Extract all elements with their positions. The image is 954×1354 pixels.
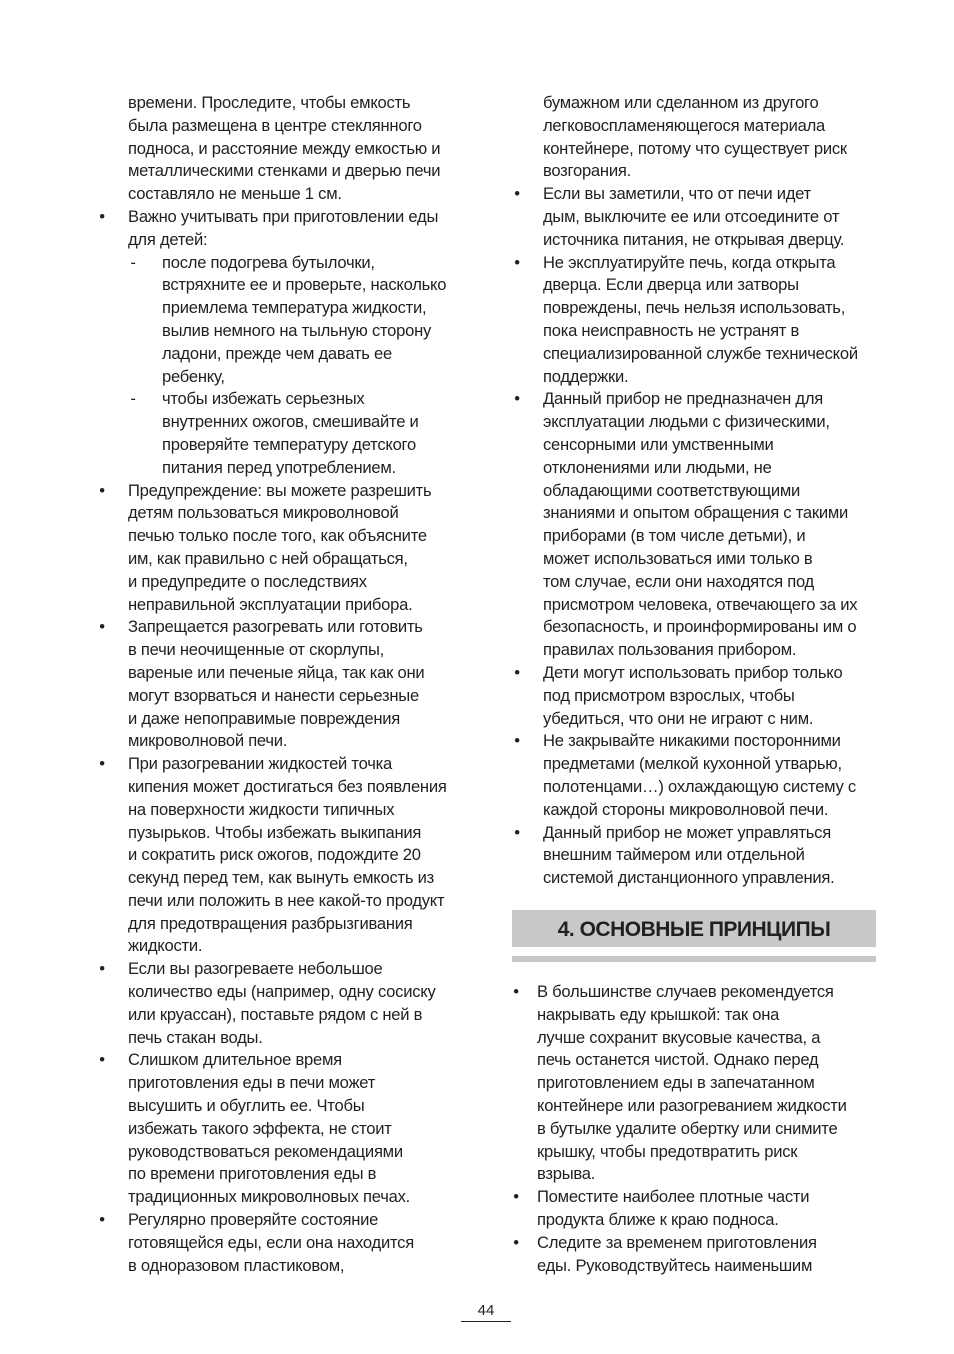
text-line: Слишком длительное время: [128, 1050, 342, 1070]
bullet-mark: •: [514, 252, 520, 272]
bullet-mark: •: [514, 389, 520, 409]
text-line: металлическими стенками и дверью печи: [128, 161, 441, 181]
text-line: кипения может достигаться без появления: [128, 776, 447, 796]
text-line: чтобы избежать серьезных: [162, 389, 365, 409]
text-line: дверца. Если дверца или затворы: [543, 275, 799, 295]
text-line: неправильной эксплуатации прибора.: [128, 594, 413, 614]
text-line: Не эксплуатируйте печь, когда открыта: [543, 252, 836, 272]
text-line: эксплуатации людьми с физическими,: [543, 412, 830, 432]
bullet-text: [543, 388, 876, 662]
bullet-small-quantity: [95, 958, 467, 1049]
bullet-text: [128, 1049, 467, 1209]
text-line: В большинстве случаев рекомендуется: [537, 982, 834, 1001]
text-line: для предотвращения разбрызгивания: [128, 913, 413, 933]
bullet-text: [128, 480, 467, 617]
text-line: полотенцами…) охлаждающую систему с: [543, 776, 856, 796]
text-line: под присмотром взрослых, чтобы: [543, 685, 795, 705]
text-line: по времени приготовления еды в: [128, 1164, 377, 1184]
bullet-mark: •: [514, 662, 520, 682]
text-line: взрыва.: [537, 1164, 596, 1184]
text-line: повреждены, печь нельзя использовать,: [543, 298, 846, 318]
sub-item-bottle: [95, 252, 467, 389]
text-line: обладающими соответствующими: [543, 480, 801, 500]
bullet-text: [128, 206, 467, 252]
bullet-eggs: [95, 616, 467, 753]
text-line: приемлема температура жидкости,: [162, 298, 427, 318]
sub-item-burns: [95, 388, 467, 479]
text-line: том случае, если они находятся под: [543, 571, 814, 591]
bullet-timer: [510, 822, 876, 890]
text-line: в одноразовом пластиковом,: [128, 1255, 345, 1275]
text-line: готовящейся еды, если она находится: [128, 1232, 414, 1252]
right-intro-paragraph: [510, 92, 876, 183]
text-line: проверяйте температуру детского: [162, 434, 416, 454]
text-line: детям пользоваться микроволновой: [128, 503, 399, 523]
text-line: в бутылке удалите обертку или снимите: [537, 1118, 838, 1138]
text-line: бумажном или сделанном из другого: [543, 93, 819, 112]
bullet-door: [510, 252, 876, 389]
text-line: может использоваться ими только в: [543, 548, 813, 568]
text-line: контейнере, потому что существует риск: [543, 138, 847, 158]
text-line: отклонениями или людьми, не: [543, 457, 772, 477]
text-line: печи или положить в нее какой-то продукт: [128, 890, 445, 910]
text-line: присмотром человека, отвечающего за их: [543, 594, 858, 614]
bullet-text: [543, 662, 876, 730]
text-line: предметами (мелкой кухонной утварью,: [543, 754, 842, 774]
text-line: и даже непоправимые повреждения: [128, 708, 401, 728]
text-line: возгорания.: [543, 161, 631, 181]
text-line: вареные или печеные яйца, так как они: [128, 662, 425, 682]
bullet-text: [128, 753, 467, 958]
text-line: Данный прибор не предназначен для: [543, 389, 824, 409]
text-line: Следите за временем приготовления: [537, 1232, 817, 1252]
text-line: количество еды (например, одну сосиску: [128, 982, 436, 1002]
bullet-kids: [510, 662, 876, 730]
text-line: правилах пользования прибором.: [543, 640, 797, 660]
text-line: накрывать еду крышкой: так она: [537, 1004, 780, 1024]
text-line: подноса, и расстояние между емкостью и: [128, 138, 441, 158]
text-line: на поверхности жидкости типичных: [128, 799, 395, 819]
text-line: приготовлением еды в запечатанном: [537, 1073, 815, 1093]
text-line: и сократить риск ожогов, подождите 20: [128, 845, 421, 865]
text-line: вылив немного на тыльную сторону: [162, 320, 432, 340]
bullet-text: [543, 183, 876, 251]
bullet-mark: •: [99, 480, 105, 500]
page-number-rule: [461, 1321, 511, 1322]
bullet-warning: [95, 480, 467, 617]
text-line: была размещена в центре стеклянного: [128, 115, 422, 135]
bullet-check-food: [95, 1209, 467, 1277]
text-line: печь останется чистой. Однако перед: [537, 1050, 819, 1070]
text-line: поддержки.: [543, 366, 629, 386]
text-line: руководствоваться рекомендациями: [128, 1141, 403, 1161]
text-line: Поместите наиболее плотные части: [537, 1187, 810, 1207]
left-intro-paragraph: [95, 92, 467, 206]
text-line: каждой стороны микроволновой печи.: [543, 799, 829, 819]
text-line: ладони, прежде чем давать ее: [162, 343, 392, 363]
text-line: лучше сохранит вкусовые качества, а: [537, 1027, 821, 1047]
bullet-text: [128, 958, 467, 1049]
bullet-mark: •: [99, 1050, 105, 1070]
bullet-text: [537, 1186, 876, 1232]
text-line: им, как правильно с ней обращаться,: [128, 548, 408, 568]
text-line: контейнере или разогреванием жидкости: [537, 1095, 847, 1115]
bullet-text: [537, 981, 876, 1186]
dash-mark: -: [130, 389, 136, 409]
section-content: [510, 981, 876, 1277]
text-line: Если вы заметили, что от печи идет: [543, 184, 811, 204]
bullet-text: [543, 252, 876, 389]
text-line: Предупреждение: вы можете разрешить: [128, 480, 432, 500]
text-line: убедиться, что они не играют с ним.: [543, 708, 814, 728]
text-line: питания перед употреблением.: [162, 457, 396, 477]
bullet-smoke: [510, 183, 876, 251]
text-line: секунд перед тем, как вынуть емкость из: [128, 868, 434, 888]
section-divider: [512, 956, 876, 962]
text-line: составляло не меньше 1 см.: [128, 184, 342, 204]
bullet-liquids: [95, 753, 467, 958]
bullet-lid: [510, 981, 876, 1186]
bullet-text: [537, 1232, 876, 1278]
text-line: ребенку,: [162, 366, 225, 386]
text-line: При разогревании жидкостей точка: [128, 754, 392, 774]
text-line: Регулярно проверяйте состояние: [128, 1210, 379, 1230]
bullet-mark: •: [513, 982, 519, 1001]
bullet-dense-parts: [510, 1186, 876, 1232]
text-line: для детей:: [128, 229, 208, 249]
text-line: в печи неочищенные от скорлупы,: [128, 640, 385, 660]
text-line: Данный прибор не может управляться: [543, 822, 831, 842]
bullet-mark: •: [99, 1210, 105, 1230]
bullet-children: [95, 206, 467, 252]
text-line: крышку, чтобы предотвратить риск: [537, 1141, 798, 1161]
bullet-text: [543, 822, 876, 890]
left-column: [95, 92, 467, 1277]
text-line: традиционных микроволновых печах.: [128, 1187, 410, 1207]
text-line: знаниями и опытом обращения с такими: [543, 503, 849, 523]
text-line: пока неисправность не устранят в: [543, 320, 800, 340]
text-line: пузырьков. Чтобы избежать выкипания: [128, 822, 422, 842]
bullet-mark: •: [99, 206, 105, 226]
text-line: печь стакан воды.: [128, 1027, 263, 1047]
text-line: времени. Проследите, чтобы емкость: [128, 93, 411, 112]
text-line: высушить и обуглить ее. Чтобы: [128, 1096, 365, 1116]
text-line: микроволновой печи.: [128, 731, 288, 751]
text-line: после подогрева бутылочки,: [162, 252, 375, 272]
bullet-watch-time: [510, 1232, 876, 1278]
text-line: Важно учитывать при приготовлении еды: [128, 206, 439, 226]
text-line: сенсорными или умственными: [543, 434, 774, 454]
bullet-mark: •: [99, 617, 105, 637]
bullet-cover: [510, 730, 876, 821]
bullet-mark: •: [99, 959, 105, 979]
text-line: печью только после того, как объясните: [128, 526, 427, 546]
text-line: приборами (в том числе детьми), и: [543, 526, 806, 546]
section-title: 4. ОСНОВНЫЕ ПРИНЦИПЫ: [557, 918, 831, 941]
dash-mark: -: [130, 252, 136, 272]
bullet-mark: •: [514, 184, 520, 204]
bullet-mark: •: [513, 1232, 519, 1252]
text-line: и предупредите о последствиях: [128, 571, 367, 591]
text-line: Дети могут использовать прибор только: [543, 662, 843, 682]
bullet-text: [128, 1209, 467, 1277]
bullet-mark: •: [514, 731, 520, 751]
text-line: встряхните ее и проверьте, насколько: [162, 275, 447, 295]
text-line: избежать такого эффекта, не стоит: [128, 1118, 392, 1138]
text-line: дым, выключите ее или отсоедините от: [543, 206, 840, 226]
text-line: продукта ближе к краю подноса.: [537, 1209, 779, 1229]
text-line: Не закрывайте никакими посторонними: [543, 731, 841, 751]
text-line: приготовления еды в печи может: [128, 1073, 376, 1093]
text-line: Запрещается разогревать или готовить: [128, 617, 423, 637]
bullet-persons: [510, 388, 876, 662]
sub-item-text: [162, 252, 467, 389]
bullet-text: [543, 730, 876, 821]
text-line: жидкости.: [128, 936, 203, 956]
right-column: [510, 92, 876, 890]
text-line: еды. Руководствуйтесь наименьшим: [537, 1255, 813, 1275]
bullet-text: [128, 616, 467, 753]
text-line: внешним таймером или отдельной: [543, 845, 805, 865]
text-line: системой дистанционного управления.: [543, 868, 835, 888]
text-line: легковоспламеняющегося материала: [543, 115, 825, 135]
text-line: могут взорваться и нанести серьезные: [128, 685, 419, 705]
text-line: безопасность, и проинформированы им о: [543, 617, 857, 637]
text-line: специализированной службе технической: [543, 343, 858, 363]
bullet-mark: •: [514, 822, 520, 842]
sub-item-text: [162, 388, 467, 479]
section-heading-bar: [512, 910, 876, 947]
text-line: внутренних ожогов, смешивайте и: [162, 412, 419, 432]
text-line: или круассан), поставьте рядом с ней в: [128, 1004, 423, 1024]
text-line: Если вы разогреваете небольшое: [128, 959, 383, 979]
text-line: источника питания, не открывая дверцу.: [543, 229, 845, 249]
page-number: 44: [477, 1302, 495, 1319]
bullet-mark: •: [513, 1187, 519, 1207]
bullet-mark: •: [99, 754, 105, 774]
bullet-cooking-time: [95, 1049, 467, 1209]
